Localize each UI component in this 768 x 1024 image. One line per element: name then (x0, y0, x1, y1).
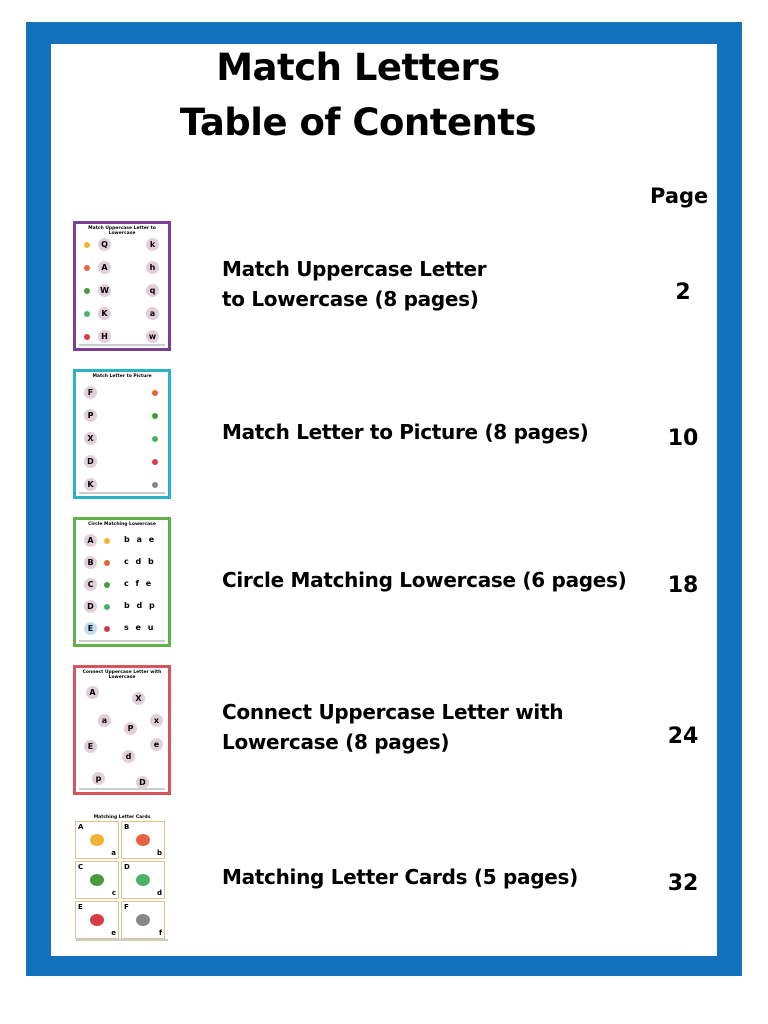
entry-page-1[interactable]: 2 (675, 280, 691, 305)
letter-bubble: w (146, 330, 159, 343)
entry-label-5[interactable]: Matching Letter Cards (5 pages) (222, 865, 578, 889)
letter-bubble: a (146, 307, 159, 320)
card-lowercase: a (111, 849, 116, 857)
thumbnail-circle-lowercase (73, 517, 171, 647)
picture-icon (104, 538, 110, 544)
letter-bubble: E (84, 622, 97, 635)
thumbnail-footer (76, 939, 168, 941)
letter-bubble: h (146, 261, 159, 274)
card-uppercase: F (124, 903, 129, 911)
letter-bubble: B (84, 556, 97, 569)
letter-bubble: W (98, 284, 111, 297)
lowercase-choices: c d b (124, 557, 156, 566)
letter-bubble: a (98, 714, 111, 727)
letter-bubble: F (84, 386, 97, 399)
card-lowercase: d (156, 889, 162, 897)
picture-icon (104, 626, 110, 632)
picture-icon (152, 436, 158, 442)
card-uppercase: C (78, 863, 84, 871)
picture-icon (90, 834, 104, 846)
letter-bubble: D (136, 776, 149, 789)
letter-card (75, 901, 119, 939)
entry-page-5[interactable]: 32 (667, 871, 699, 896)
picture-icon (152, 482, 158, 488)
letter-card (121, 821, 165, 859)
page-column-header: Page (650, 184, 709, 208)
thumbnail-footer (79, 788, 165, 790)
picture-icon (136, 834, 150, 846)
thumbnail-connect-letters (73, 665, 171, 795)
picture-icon (84, 288, 90, 294)
thumbnail-title: Circle Matching Lowercase (88, 522, 156, 527)
lowercase-choices: b d p (124, 601, 157, 610)
card-uppercase: D (124, 863, 130, 871)
entry-label-1[interactable]: Match Uppercase Letter to Lowercase (8 pages) (222, 257, 487, 311)
thumbnail-title: Connect Uppercase Letter with Lowercase (82, 670, 162, 680)
thumbnail-footer (79, 492, 165, 494)
entry-page-4[interactable]: 24 (667, 724, 699, 749)
card-uppercase: B (124, 823, 130, 831)
picture-icon (84, 265, 90, 271)
letter-bubble: C (84, 578, 97, 591)
thumbnail-letter-cards (73, 813, 171, 943)
letter-bubble: d (122, 750, 135, 763)
picture-icon (152, 413, 158, 419)
page-title (0, 40, 716, 150)
card-uppercase: A (78, 823, 84, 831)
letter-bubble: e (150, 738, 163, 751)
letter-bubble: P (84, 409, 97, 422)
letter-bubble: x (150, 714, 163, 727)
letter-card (75, 861, 119, 899)
picture-icon (104, 582, 110, 588)
letter-card (121, 901, 165, 939)
letter-bubble: q (146, 284, 159, 297)
entry-label-2[interactable]: Match Letter to Picture (8 pages) (222, 420, 589, 444)
picture-icon (136, 914, 150, 926)
lowercase-choices: b a e (124, 535, 157, 544)
title-line-1: Match Letters (216, 46, 500, 89)
letter-bubble: D (84, 600, 97, 613)
entry-page-3[interactable]: 18 (667, 573, 699, 598)
letter-bubble: A (98, 261, 111, 274)
letter-bubble: Q (98, 238, 111, 251)
picture-icon (136, 874, 150, 886)
card-lowercase: b (156, 849, 162, 857)
letter-bubble: X (84, 432, 97, 445)
letter-bubble: E (84, 740, 97, 753)
picture-icon (104, 560, 110, 566)
picture-icon (84, 311, 90, 317)
letter-bubble: X (132, 692, 145, 705)
thumbnail-footer (79, 344, 165, 346)
lowercase-choices: c f e (124, 579, 154, 588)
card-lowercase: e (111, 929, 116, 937)
card-uppercase: E (78, 903, 83, 911)
card-lowercase: f (158, 929, 162, 937)
picture-icon (90, 874, 104, 886)
entry-label-4[interactable]: Connect Uppercase Letter with Lowercase (8 pages) (222, 700, 564, 754)
letter-bubble: P (124, 722, 137, 735)
picture-icon (152, 459, 158, 465)
thumbnail-title: Matching Letter Cards (93, 815, 151, 820)
letter-bubble: p (92, 772, 105, 785)
card-lowercase: c (111, 889, 116, 897)
letter-bubble: K (98, 307, 111, 320)
picture-icon (152, 390, 158, 396)
title-line-2: Table of Contents (179, 101, 537, 144)
thumbnail-footer (79, 640, 165, 642)
letter-card (75, 821, 119, 859)
picture-icon (84, 242, 90, 248)
picture-icon (104, 604, 110, 610)
thumbnail-match-uppercase (73, 221, 171, 351)
letter-bubble: A (84, 534, 97, 547)
entry-page-2[interactable]: 10 (667, 426, 699, 451)
thumbnail-match-picture (73, 369, 171, 499)
letter-bubble: H (98, 330, 111, 343)
letter-card (121, 861, 165, 899)
letter-bubble: A (86, 686, 99, 699)
picture-icon (84, 334, 90, 340)
entry-label-3[interactable]: Circle Matching Lowercase (6 pages) (222, 568, 627, 592)
letter-bubble: K (84, 478, 97, 491)
thumbnail-title: Match Uppercase Letter to Lowercase (88, 226, 156, 236)
lowercase-choices: s e u (124, 623, 156, 632)
letter-bubble: D (84, 455, 97, 468)
thumbnail-title: Match Letter to Picture (92, 374, 152, 379)
letter-bubble: k (146, 238, 159, 251)
picture-icon (90, 914, 104, 926)
